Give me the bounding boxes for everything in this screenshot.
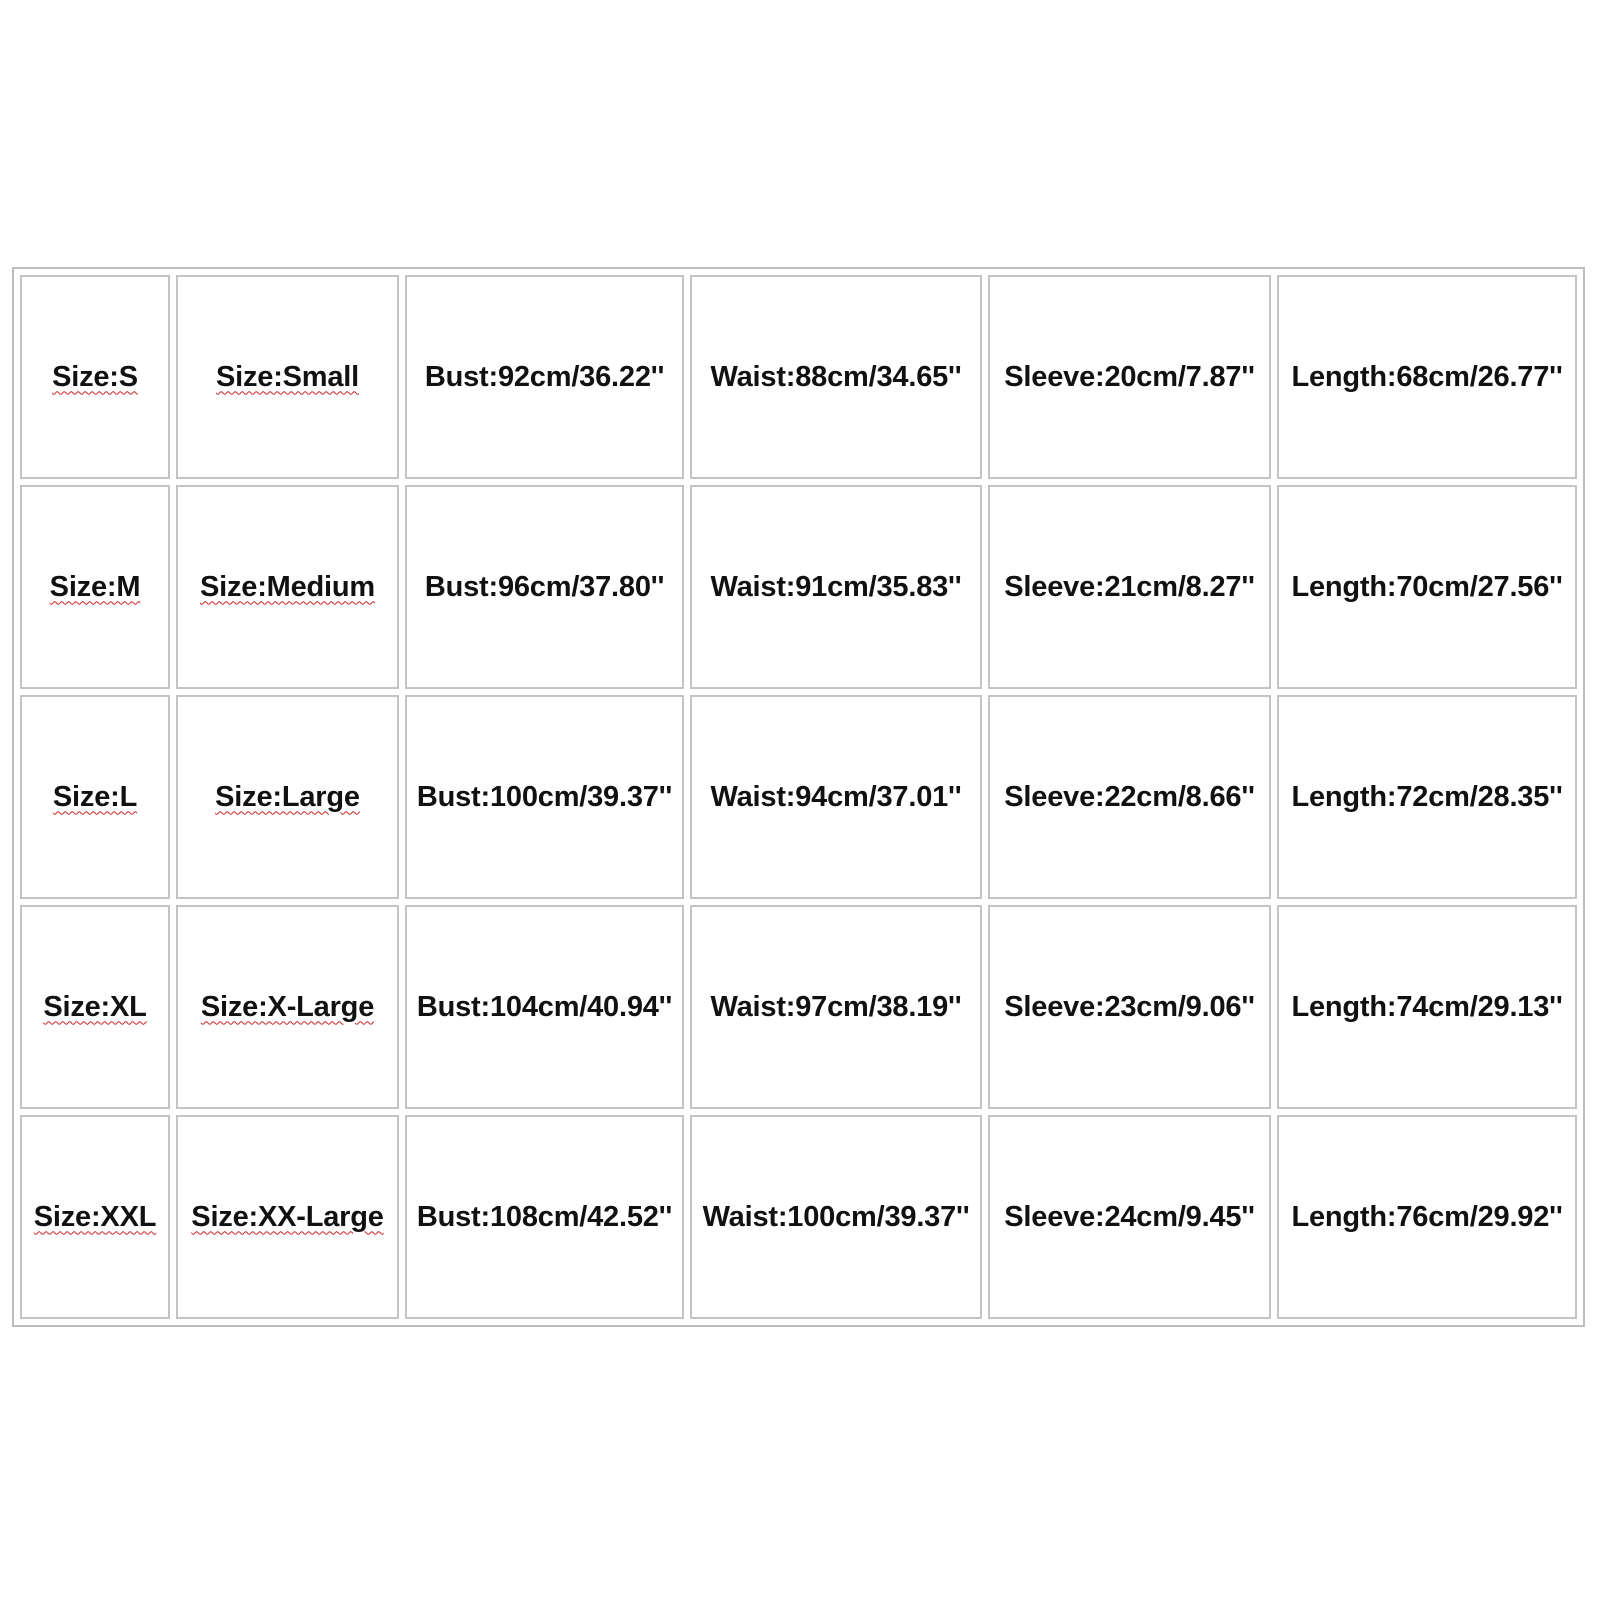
size-code-text: Size:M (49, 570, 141, 603)
bust-cell: Bust:100cm/39.37'' (405, 695, 684, 899)
table-row (20, 1115, 1577, 1319)
length-cell: Length:72cm/28.35'' (1277, 695, 1577, 899)
size-code-text: Size:XXL (33, 1200, 157, 1233)
length-cell: Length:76cm/29.92'' (1277, 1115, 1577, 1319)
sleeve-cell: Sleeve:21cm/8.27'' (988, 485, 1271, 689)
bust-cell: Bust:96cm/37.80'' (405, 485, 684, 689)
waist-cell: Waist:91cm/35.83'' (690, 485, 982, 689)
table-row (20, 905, 1577, 1109)
size-code-text: Size:XL (43, 990, 147, 1023)
size-code-cell (20, 1115, 170, 1319)
sleeve-cell: Sleeve:24cm/9.45'' (988, 1115, 1271, 1319)
size-name-text: Size:Small (215, 360, 360, 393)
size-code-text: Size:L (52, 780, 138, 813)
size-name-text: Size:XX-Large (191, 1200, 384, 1233)
size-name-cell (176, 485, 399, 689)
bust-cell: Bust:108cm/42.52'' (405, 1115, 684, 1319)
sleeve-cell: Sleeve:22cm/8.66'' (988, 695, 1271, 899)
size-code-cell (20, 695, 170, 899)
size-name-cell (176, 1115, 399, 1319)
size-name-text: Size:X-Large (200, 990, 375, 1023)
length-cell: Length:68cm/26.77'' (1277, 275, 1577, 479)
size-name-text: Size:Large (215, 780, 360, 813)
size-chart-table (12, 267, 1585, 1327)
sleeve-cell: Sleeve:23cm/9.06'' (988, 905, 1271, 1109)
length-cell: Length:74cm/29.13'' (1277, 905, 1577, 1109)
waist-cell: Waist:88cm/34.65'' (690, 275, 982, 479)
waist-cell: Waist:97cm/38.19'' (690, 905, 982, 1109)
length-cell: Length:70cm/27.56'' (1277, 485, 1577, 689)
size-name-text: Size:Medium (199, 570, 376, 603)
waist-cell: Waist:100cm/39.37'' (690, 1115, 982, 1319)
size-name-cell (176, 905, 399, 1109)
bust-cell: Bust:92cm/36.22'' (405, 275, 684, 479)
table-row (20, 275, 1577, 479)
size-name-cell (176, 275, 399, 479)
size-code-text: Size:S (52, 360, 138, 393)
size-code-cell (20, 905, 170, 1109)
size-code-cell (20, 485, 170, 689)
table-row (20, 485, 1577, 689)
waist-cell: Waist:94cm/37.01'' (690, 695, 982, 899)
size-code-cell (20, 275, 170, 479)
size-name-cell (176, 695, 399, 899)
sleeve-cell: Sleeve:20cm/7.87'' (988, 275, 1271, 479)
table-row (20, 695, 1577, 899)
bust-cell: Bust:104cm/40.94'' (405, 905, 684, 1109)
